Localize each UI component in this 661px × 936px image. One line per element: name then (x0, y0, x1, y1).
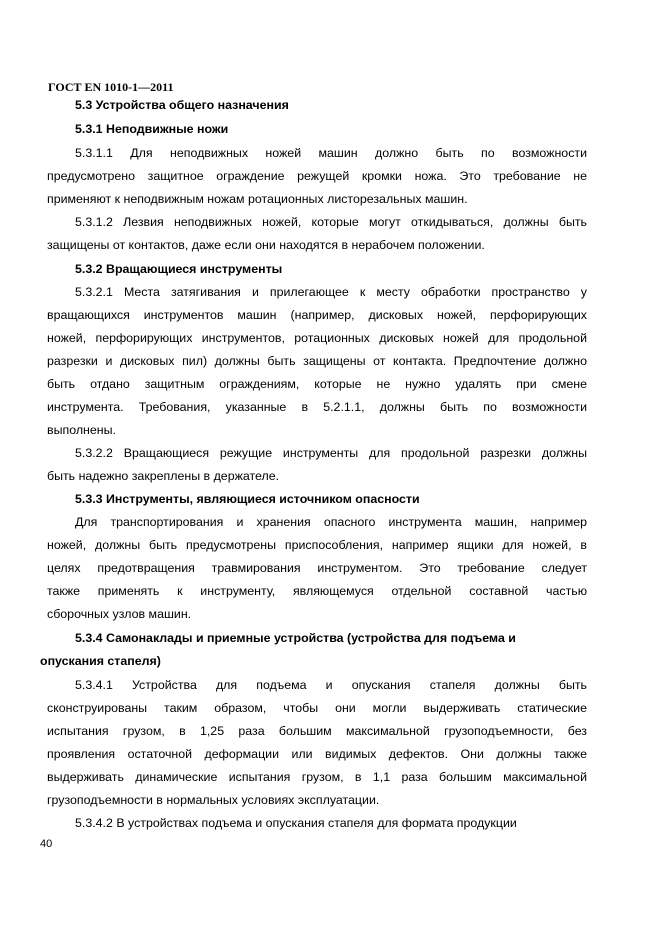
paragraph-line: защищены от контактов, даже если они находятся в нерабочем положении. (47, 238, 485, 252)
paragraph-line: 5.3.4.1 Устройства для подъема и опускания стапеля должны быть (75, 678, 587, 692)
paragraph-line: разрезки и дисковых пил) должны быть защищены от контакта. Предпочтение должно (47, 354, 587, 368)
paragraph-line: вращающихся инструментов машин (например, дисковых ножей, перфорирующих (47, 308, 587, 322)
paragraph-line: ножей, перфорирующих инструментов, ротационных дисковых ножей для продольной (47, 331, 587, 345)
paragraph-line: ножей, должны быть предусмотрены приспособления, например ящики для ножей, в (47, 538, 587, 552)
paragraph-line: инструмента. Требования, указанные в 5.2.1.1, должны быть по возможности (47, 400, 587, 414)
paragraph-line: проявления остаточной деформации или видимых дефектов. Они должны также (47, 747, 587, 761)
subsection-heading-5-3-4: 5.3.4 Самонаклады и приемные устройства (устройства для подъема и (75, 631, 516, 645)
page-number: 40 (40, 838, 53, 850)
paragraph-line: выполнены. (47, 423, 116, 437)
subsection-heading-5-3-3: 5.3.3 Инструменты, являющиеся источником опасности (75, 492, 420, 506)
paragraph-line: быть отдано защитным ограждениям, которые не нужно удалять при смене (47, 377, 587, 391)
paragraph-line: сконструированы таким образом, чтобы они могли выдерживать статические (47, 701, 587, 715)
paragraph-line: быть надежно закреплены в держателе. (47, 469, 280, 483)
section-heading-5-3: 5.3 Устройства общего назначения (75, 98, 289, 112)
paragraph-line: 5.3.1.1 Для неподвижных ножей машин должно быть по возможности (75, 146, 587, 160)
paragraph-line: грузоподъемности в нормальных условиях эксплуатации. (47, 793, 380, 807)
paragraph-line: также применять к инструменту, являющемуся отдельной составной частью (47, 584, 587, 598)
paragraph-line: применяют к неподвижным ножам ротационных листорезальных машин. (47, 192, 468, 206)
subsection-heading-5-3-1: 5.3.1 Неподвижные ножи (75, 122, 229, 136)
paragraph-line: 5.3.1.2 Лезвия неподвижных ножей, которые могут откидываться, должны быть (75, 215, 587, 229)
standard-header: ГОСТ EN 1010-1—2011 (48, 80, 174, 94)
paragraph-line: 5.3.2.2 Вращающиеся режущие инструменты для продольной разрезки должны (75, 446, 587, 460)
paragraph-line: выдерживать динамические испытания грузом, в 1,1 раза большим максимальной (47, 770, 587, 784)
paragraph-line: Для транспортирования и хранения опасного инструмента машин, например (75, 515, 587, 529)
subsection-heading-5-3-2: 5.3.2 Вращающиеся инструменты (75, 262, 283, 276)
subsection-heading-5-3-4-cont: опускания стапеля) (40, 654, 161, 668)
paragraph-line: 5.3.2.1 Места затягивания и прилегающее к месту обработки пространство у (75, 285, 587, 299)
paragraph-line: 5.3.4.2 В устройствах подъема и опускания стапеля для формата продукции (75, 816, 517, 830)
paragraph-line: целях предотвращения травмирования инструментом. Это требование следует (47, 561, 587, 575)
paragraph-line: сборочных узлов машин. (47, 607, 192, 621)
paragraph-line: испытания грузом, в 1,25 раза большим максимальной грузоподъемности, без (47, 724, 587, 738)
paragraph-line: предусмотрено защитное ограждение режущей кромки ножа. Это требование не (47, 169, 587, 183)
